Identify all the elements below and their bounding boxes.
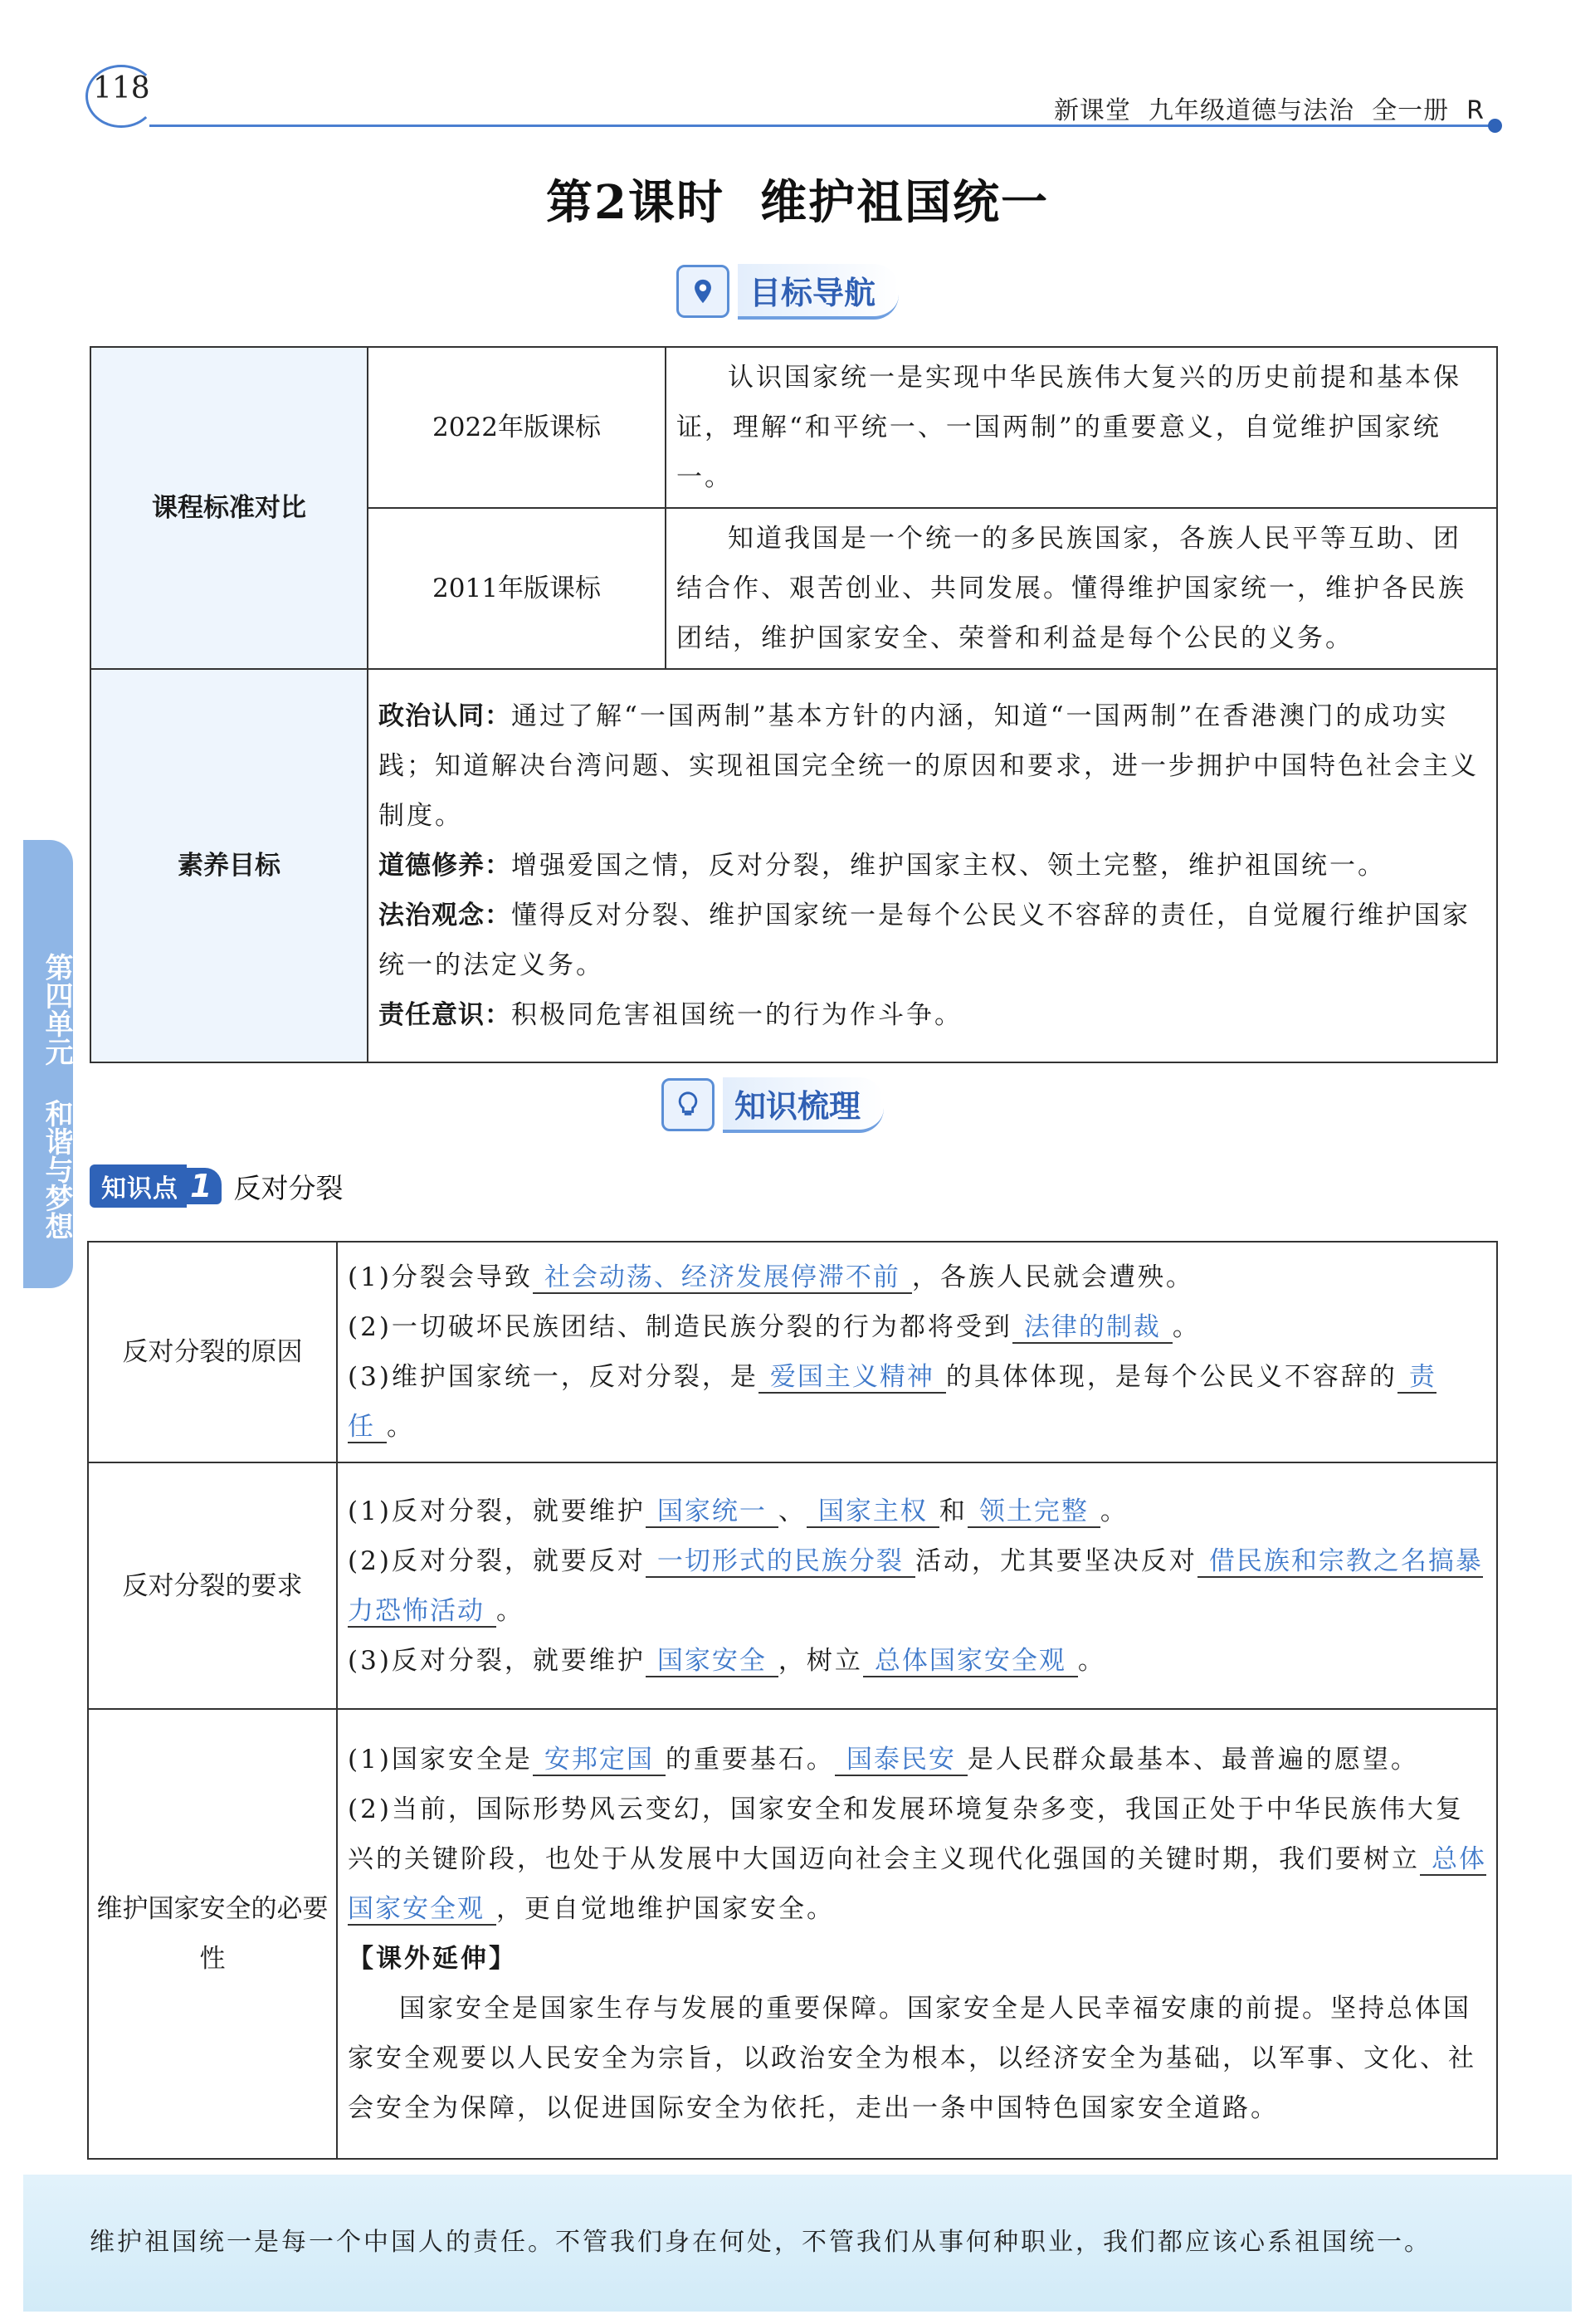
literacy-item: 法治观念：懂得反对分裂、维护国家统一是每个公民义不容辞的责任，自觉履行维护国家统一的法定义务。 bbox=[378, 901, 1471, 980]
section-goals-title: 目标导航 bbox=[749, 274, 876, 311]
page-number: 118 bbox=[93, 71, 150, 105]
goals-table bbox=[90, 346, 1498, 1063]
curriculum-header: 课程标准对比 bbox=[90, 347, 368, 669]
literacy-item: 责任意识：积极同危害祖国统一的行为作斗争。 bbox=[378, 1000, 963, 1030]
requirements-label: 反对分裂的要求 bbox=[88, 1462, 337, 1709]
unit-side-tab: 第四单元 和谐与梦想 bbox=[23, 840, 73, 1288]
blank-answer: 责任 bbox=[348, 1362, 1436, 1442]
knowledge-point-tag: 知识点 bbox=[90, 1164, 187, 1208]
curriculum-year-2022: 2022年版课标 bbox=[368, 347, 666, 508]
book-title: 新课堂 九年级道德与法治 全一册 R bbox=[1053, 96, 1485, 125]
curriculum-text-2011: 知道我国是一个统一的多民族国家，各族人民平等互助、团结合作、艰苦创业、共同发展。懂得维护国家统一，维护各民族团结，维护国家安全、荣誉和利益是每个公民的义务。 bbox=[666, 508, 1497, 669]
header-dot bbox=[1488, 119, 1502, 133]
blank-answer: 爱国主义精神 bbox=[758, 1362, 946, 1394]
curriculum-year-2011: 2011年版课标 bbox=[368, 508, 666, 669]
curriculum-text-2022: 认识国家统一是实现中华民族伟大复兴的历史前提和基本保证，理解“和平统一、一国两制”的重要意义，自觉维护国家统一。 bbox=[666, 347, 1497, 508]
section-knowledge-badge bbox=[661, 1077, 884, 1132]
literacy-header: 素养目标 bbox=[90, 669, 368, 1062]
requirements-content: (1)反对分裂，就要维护 国家统一 、 国家主权 和 领土完整 。 (2)反对分裂，就要反对 一切形式的民族分裂 活动，尤其要坚决反对 借民族和宗教之名搞暴力恐怖活动 。 (3)反对分裂，就要维护 国家安全 ，树立 总体国家安全观 。 bbox=[337, 1462, 1497, 1709]
blank-answer: 总体国家安全观 bbox=[348, 1844, 1486, 1924]
knowledge-point-number: 1 bbox=[187, 1168, 222, 1204]
blank-answer: 借民族和宗教之名搞暴力恐怖活动 bbox=[348, 1545, 1483, 1626]
lightbulb-icon bbox=[661, 1078, 715, 1131]
blank-answer: 国家主权 bbox=[807, 1496, 939, 1528]
extension-heading: 【课外延伸】 bbox=[348, 1944, 517, 1974]
section-goals-badge bbox=[676, 264, 899, 319]
location-pin-icon bbox=[676, 265, 729, 318]
reasons-content: (1)分裂会导致 社会动荡、经济发展停滞不前 ，各族人民就会遭殃。 (2)一切破坏民族团结、制造民族分裂的行为都将受到 法律的制裁 。 (3)维护国家统一，反对分裂，是 爱国主义精神 的具体体现，是每个公民义不容辞的 责任 。 bbox=[337, 1242, 1497, 1462]
extension-text: 国家安全是国家生存与发展的重要保障。国家安全是人民幸福安康的前提。坚持总体国家安全观要以人民安全为宗旨，以政治安全为根本，以经济安全为基础，以军事、文化、社会安全为保障，以促进国际安全为依托，走出一条中国特色国家安全道路。 bbox=[348, 1994, 1476, 2123]
knowledge-point-header bbox=[90, 1165, 343, 1207]
literacy-item: 政治认同：通过了解“一国两制”基本方针的内涵，知道“一国两制”在香港澳门的成功实践；知道解决台湾问题、实现祖国完全统一的原因和要求，进一步拥护中国特色社会主义制度。 bbox=[378, 701, 1479, 831]
knowledge-table bbox=[87, 1241, 1498, 2160]
blank-answer: 领土完整 bbox=[968, 1496, 1100, 1528]
literacy-item: 道德修养：增强爱国之情，反对分裂，维护国家主权、领土完整，维护祖国统一。 bbox=[378, 851, 1386, 881]
blank-answer: 国家安全 bbox=[646, 1646, 778, 1677]
knowledge-point-title: 反对分裂 bbox=[233, 1171, 344, 1204]
blank-answer: 国泰民安 bbox=[835, 1745, 968, 1776]
blank-answer: 总体国家安全观 bbox=[863, 1646, 1078, 1677]
blank-answer: 安邦定国 bbox=[533, 1745, 666, 1776]
security-content: (1)国家安全是 安邦定国 的重要基石。 国泰民安 是人民群众最基本、最普遍的愿望。 (2)当前，国际形势风云变幻，国家安全和发展环境复杂多变，我国正处于中华民族伟大复兴的关键阶段，也处于从发展中大国迈向社会主义现代化强国的关键时期，我们要树立 总体国家安全观 ，更自觉地维护国家安全。 【课外延伸】 国家安全是国家生存与发展的重要保障。国家安全是人民幸福安康的前提。坚持总体国家安全观要以人民安全为宗旨，以政治安全为根本，以经济安全为基础，以军事、文化、社会安全为保障，以促进国际安全为依托，走出一条中国特色国家安全道路。 bbox=[337, 1709, 1497, 2159]
footer-quote: 维护祖国统一是每一个中国人的责任。不管我们身在何处，不管我们从事何种职业，我们都应该心系祖国统一。 bbox=[90, 2228, 1432, 2257]
blank-answer: 国家统一 bbox=[646, 1496, 778, 1528]
blank-answer: 社会动荡、经济发展停滞不前 bbox=[533, 1262, 912, 1294]
lesson-title: 第2课时 维护祖国统一 bbox=[546, 175, 1049, 230]
reasons-label: 反对分裂的原因 bbox=[88, 1242, 337, 1462]
section-knowledge-title: 知识梳理 bbox=[734, 1087, 861, 1125]
literacy-goals bbox=[368, 669, 1497, 1062]
blank-answer: 一切形式的民族分裂 bbox=[646, 1546, 915, 1578]
security-label: 维护国家安全的必要性 bbox=[88, 1709, 337, 2159]
blank-answer: 法律的制裁 bbox=[1012, 1312, 1173, 1344]
